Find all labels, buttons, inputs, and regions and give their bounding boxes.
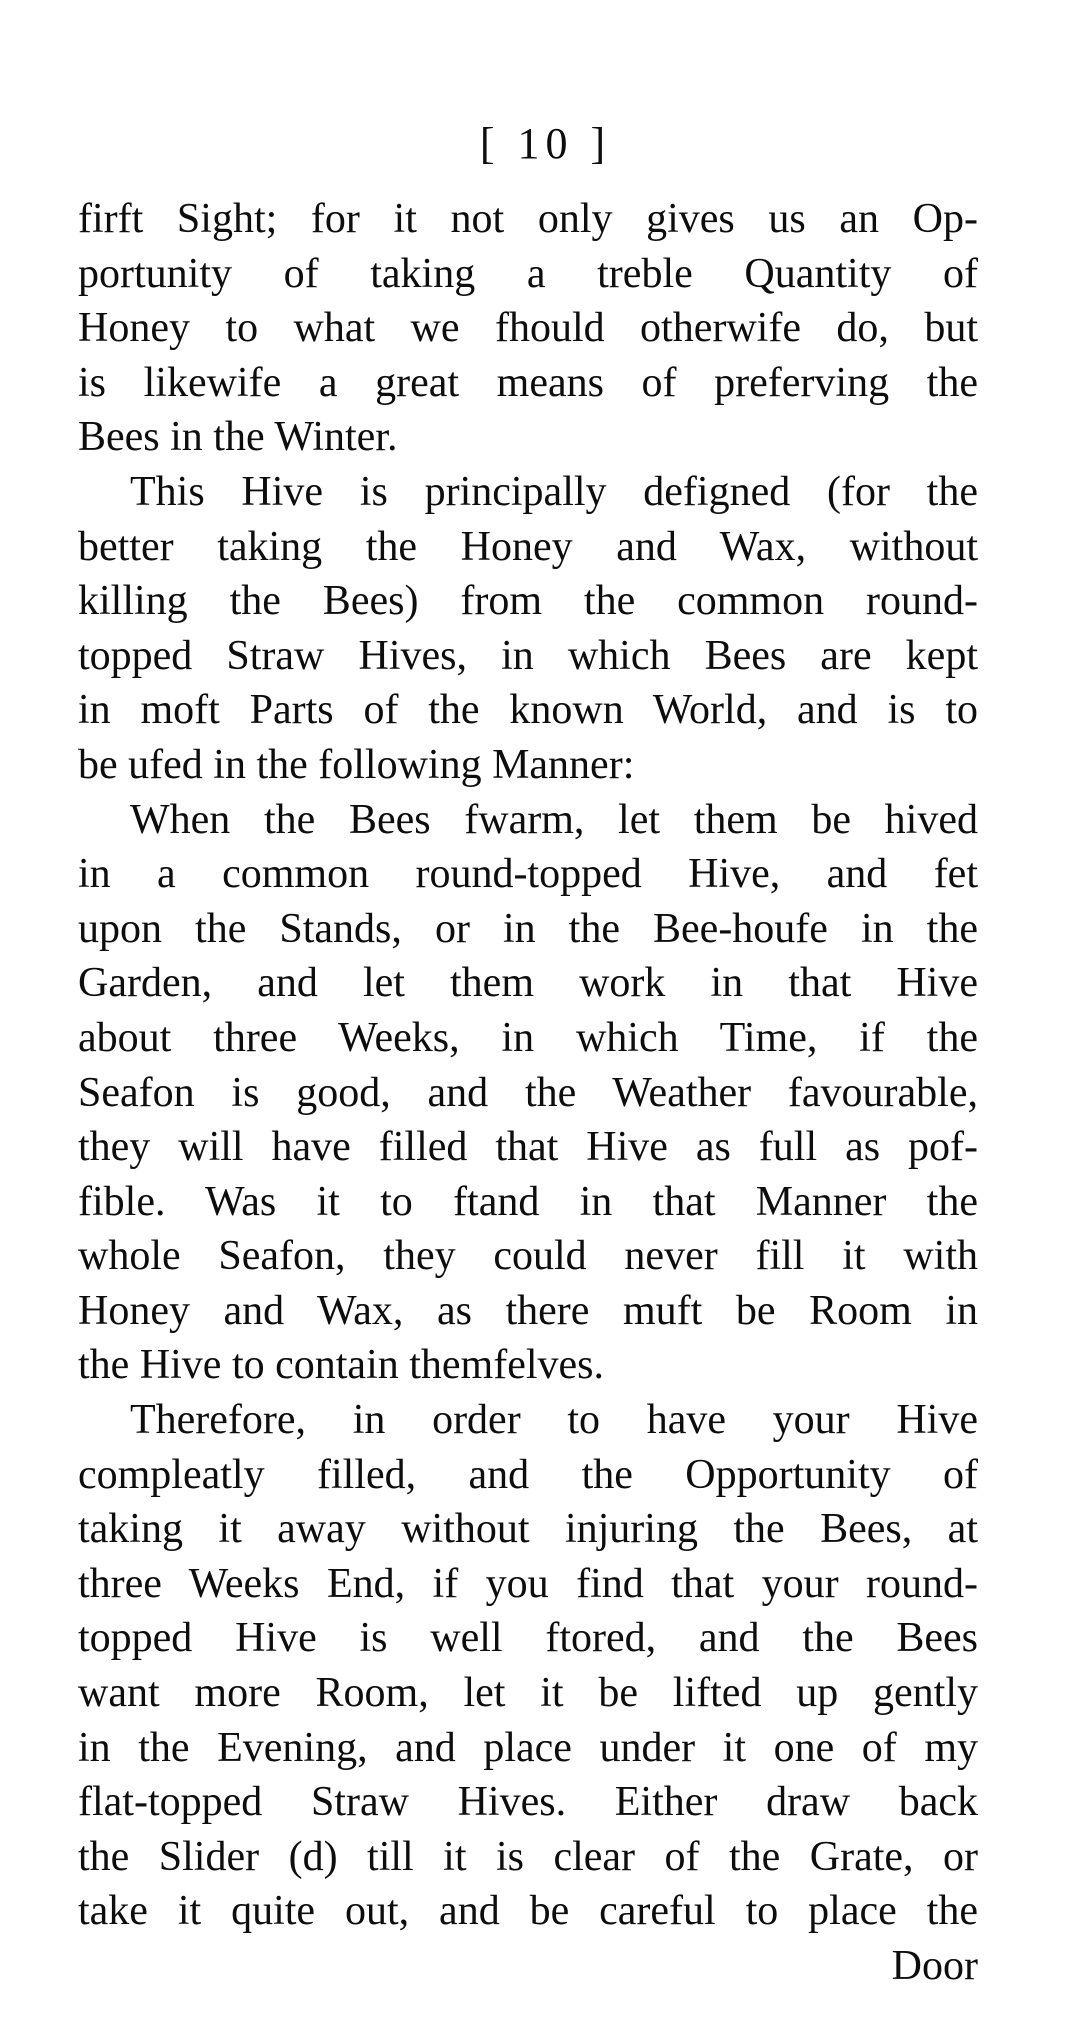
text-line: When the Bees fwarm, let them be hived (130, 796, 978, 843)
text-line: killing the Bees) from the common round- (78, 578, 978, 625)
text-line: in the Evening, and place under it one of my (78, 1724, 978, 1771)
text-line: Therefore, in order to have your Hive (130, 1397, 978, 1444)
text-line: topped Straw Hives, in which Bees are kept (78, 632, 978, 679)
text-line: Seafon is good, and the Weather favourable, (78, 1069, 978, 1116)
text-line: take it quite out, and be careful to place the (78, 1888, 978, 1935)
text-line: the Slider (d) till it is clear of the Grate, or (78, 1833, 978, 1880)
text-line: Bees in the Winter. (78, 414, 398, 461)
text-line: Honey to what we fhould otherwife do, but (78, 305, 978, 352)
text-line: taking it away without injuring the Bees, at (78, 1506, 978, 1553)
text-line: This Hive is principally defigned (for the (130, 468, 978, 515)
text-line: the Hive to contain themfelves. (78, 1342, 605, 1389)
text-line: they will have filled that Hive as full as pof- (78, 1124, 978, 1171)
text-line: better taking the Honey and Wax, without (78, 523, 978, 570)
text-line: compleatly filled, and the Opportunity of (78, 1451, 978, 1498)
text-line: be ufed in the following Manner: (78, 741, 635, 788)
text-line: in moft Parts of the known World, and is to (78, 687, 978, 734)
text-line: firft Sight; for it not only gives us an Op- (78, 196, 978, 242)
text-line: is likewife a great means of preferving the (78, 359, 978, 406)
text-line: fible. Was it to ftand in that Manner the (78, 1178, 978, 1225)
catchword: Door (891, 1943, 978, 1989)
text-line: about three Weeks, in which Time, if the (78, 1014, 978, 1061)
text-line: upon the Stands, or in the Bee-houfe in the (78, 905, 978, 952)
body-text (78, 192, 978, 1994)
text-line: Honey and Wax, as there muft be Room in (78, 1287, 978, 1334)
text-line: three Weeks End, if you find that your round- (78, 1560, 978, 1607)
page-number: [ 10 ] (479, 119, 612, 168)
text-line: flat-topped Straw Hives. Either draw back (78, 1779, 978, 1826)
text-line: want more Room, let it be lifted up gently (78, 1670, 978, 1717)
text-line: portunity of taking a treble Quantity of (78, 250, 978, 297)
text-line: Garden, and let them work in that Hive (78, 960, 978, 1007)
text-line: whole Seafon, they could never fill it with (78, 1233, 978, 1280)
text-line: in a common round-topped Hive, and fet (78, 851, 978, 898)
text-line: topped Hive is well ftored, and the Bees (78, 1615, 978, 1662)
